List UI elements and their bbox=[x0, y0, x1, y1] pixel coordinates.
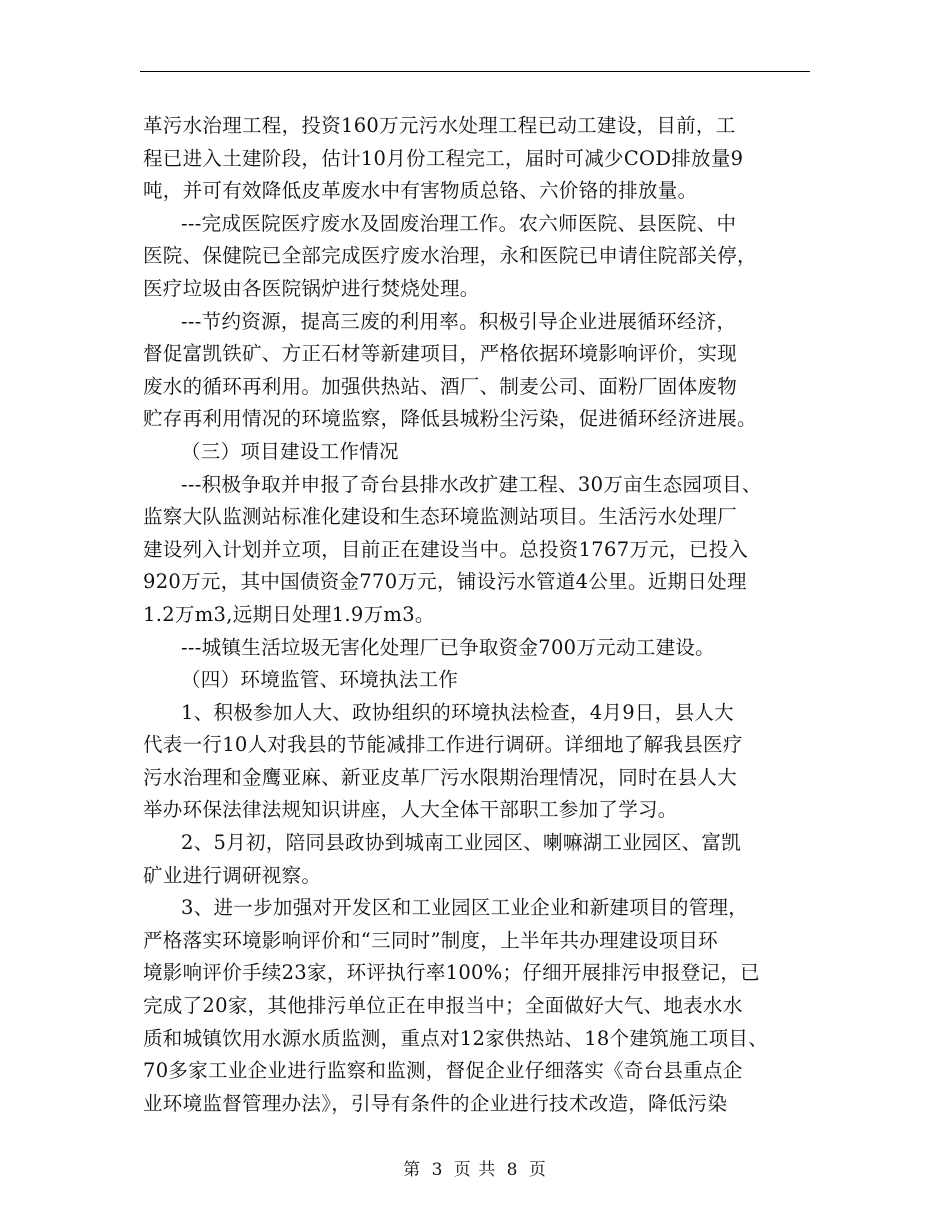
text-line: 2、5月初，陪同县政协到城南工业园区、喇嘛湖工业园区、富凯 bbox=[181, 831, 742, 855]
text-line: ---完成医院医疗废水及固废治理工作。农六师医院、县医院、中 bbox=[181, 211, 737, 235]
text-line: 革污水治理工程，投资160万元污水处理工程已动工建设，目前，工 bbox=[143, 114, 736, 137]
text-line: 70多家工业企业进行监察和监测，督促企业仔细落实《奇台县重点企 bbox=[143, 1059, 743, 1083]
footer-current-page: 3 bbox=[431, 1160, 444, 1180]
text-line: 医疗垃圾由各医院锅炉进行焚烧处理。 bbox=[143, 276, 480, 300]
text-line: 废水的循环再利用。加强供热站、酒厂、制麦公司、面粉厂固体废物 bbox=[143, 374, 738, 398]
text-line: 业环境监督管理办法》，引导有条件的企业进行技术改造，降低污染 bbox=[143, 1091, 728, 1115]
text-line: 医院、保健院已全部完成医疗废水治理，永和医院已申请住院部关停， bbox=[143, 244, 757, 268]
text-line: ---城镇生活垃圾无害化处理厂已争取资金700万元动工建设。 bbox=[181, 635, 715, 659]
text-line: 建设列入计划并立项，目前正在建设当中。总投资1767万元，已投入 bbox=[143, 537, 749, 561]
text-line: 督促富凯铁矿、方正石材等新建项目，严格依据环境影响评价，实现 bbox=[143, 342, 738, 366]
document-body bbox=[143, 110, 828, 1120]
text-line: 境影响评价手续23家，环评执行率100%；仔细开展排污申报登记，已 bbox=[143, 961, 760, 985]
text-line: 程已进入土建阶段，估计10月份工程完工，届时可减少COD排放量9 bbox=[143, 146, 744, 170]
text-line: ---积极争取并申报了奇台县排水改扩建工程、30万亩生态园项目、 bbox=[181, 472, 762, 496]
text-line: 污水治理和金鹰亚麻、新亚皮革厂污水限期治理情况，同时在县人大 bbox=[143, 765, 738, 789]
text-line: 举办环保法律法规知识讲座，人大全体干部职工参加了学习。 bbox=[143, 798, 678, 822]
text-line: （四）环境监管、环境执法工作 bbox=[181, 668, 459, 692]
footer-prefix: 第 bbox=[403, 1160, 422, 1180]
text-line: 贮存再利用情况的环境监察，降低县城粉尘污染，促进循环经济进展。 bbox=[143, 407, 757, 431]
text-line: 质和城镇饮用水源水质监测，重点对12家供热站、18个建筑施工项目、 bbox=[143, 1026, 769, 1050]
header-rule bbox=[140, 71, 810, 72]
text-line: 3、进一步加强对开发区和工业园区工业企业和新建项目的管理， bbox=[181, 896, 749, 920]
page-footer bbox=[0, 1155, 950, 1180]
text-line: 1、积极参加人大、政协组织的环境执法检查，4月9日，县人大 bbox=[181, 700, 734, 724]
footer-total-pages: 8 bbox=[506, 1160, 519, 1180]
text-line: 严格落实环境影响评价和“三同时”制度，上半年共办理建设项目环 bbox=[143, 928, 718, 952]
text-line: 完成了20家，其他排污单位正在申报当中；全面做好大气、地表水水 bbox=[143, 994, 743, 1018]
text-line: 1.2万m3,远期日处理1.9万m3。 bbox=[143, 602, 435, 626]
text-line: 矿业进行调研视察。 bbox=[143, 863, 322, 887]
text-line: 代表一行10人对我县的节能减排工作进行调研。详细地了解我县医疗 bbox=[143, 733, 743, 757]
text-line: （三）项目建设工作情况 bbox=[181, 439, 399, 463]
text-line: 监察大队监测站标准化建设和生态环境监测站项目。生活污水处理厂 bbox=[143, 505, 738, 529]
text-line: 920万元，其中国债资金770万元，铺设污水管道4公里。近期日处理 bbox=[143, 570, 747, 594]
text-line: ---节约资源，提高三废的利用率。积极引导企业进展循环经济， bbox=[181, 309, 737, 333]
footer-suffix: 页 bbox=[528, 1160, 547, 1180]
text-line: 吨，并可有效降低皮革废水中有害物质总铬、六价铬的排放量。 bbox=[143, 179, 698, 203]
footer-middle: 页 共 bbox=[453, 1160, 497, 1180]
